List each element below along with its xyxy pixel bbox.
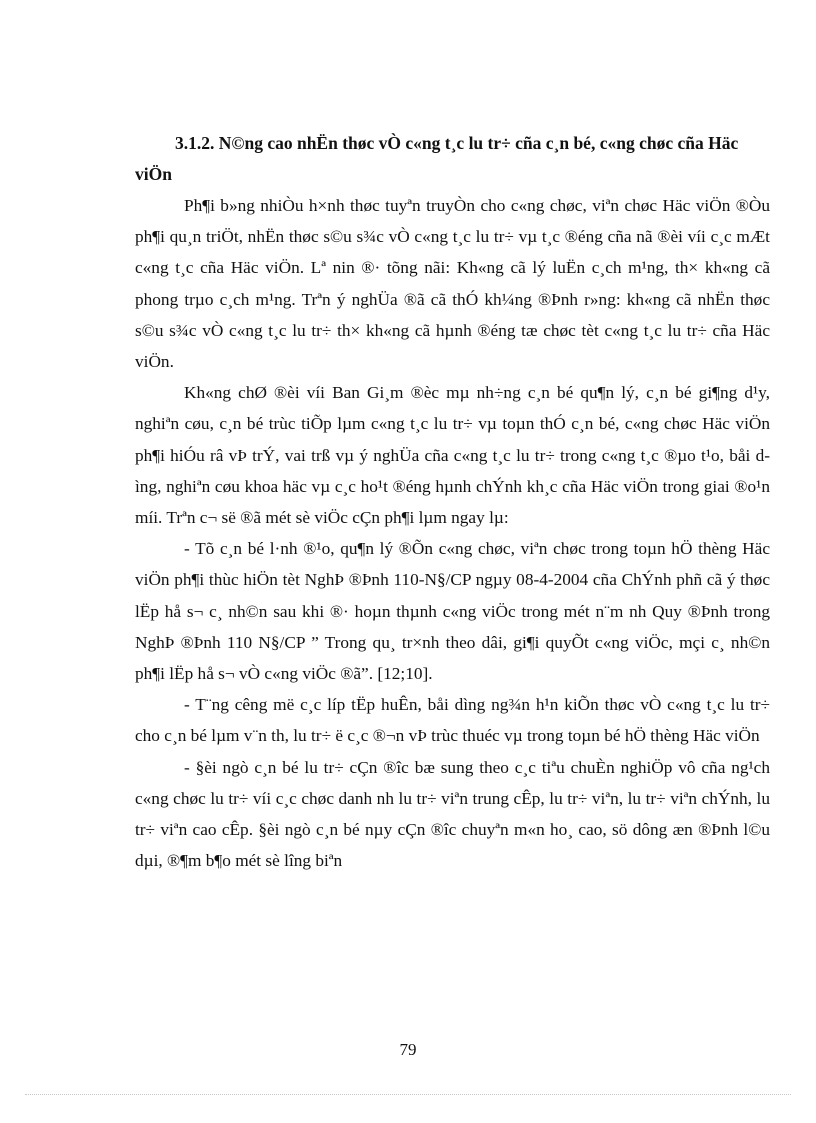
body-text xyxy=(135,190,770,876)
paragraph: Kh«ng chØ ®èi víi Ban Gi¸m ®èc mµ nh÷ng c¸n bé qu¶n lý, c¸n bé gi¶ng d¹y, nghiªn cøu, c¸n bé trùc tiÕp lµm c«ng t¸c lu tr÷ vµ toµn thÓ c¸n bé, c«ng chøc Häc viÖn ph¶i hiÓu râ vÞ trÝ, vai trß vµ ý nghÜa cña c«ng t¸c lu tr÷ trong c«ng t¸c ®µo t¹o, båi dìng, nghiªn cøu khoa häc vµ c¸c ho¹t ®éng hµnh chÝnh kh¸c cña Häc viÖn trong giai ®o¹n míi. Trªn c¬ së ®ã mét sè viÖc cÇn ph¶i lµm ngay lµ: xyxy=(135,383,770,528)
page-bottom-divider xyxy=(25,1094,791,1095)
paragraph: Ph¶i b»ng nhiÒu h×nh thøc tuyªn truyÒn cho c«ng chøc, viªn chøc Häc viÖn ®Òu ph¶i qu¸n triÖt, nhËn thøc s©u s¾c vÒ c«ng t¸c lu tr÷ vµ t¸c ®éng cña nã ®èi víi c¸c mÆt c«ng t¸c cña Häc viÖn. Lª nin ®· tõng nãi: Kh«ng cã lý luËn c¸ch m¹ng, th× kh«ng cã phong trµo c¸ch m¹ng. Trªn ý nghÜa ®ã cã thÓ kh¼ng ®Þnh r»ng: kh«ng cã nhËn thøc s©u s¾c vÒ c«ng t¸c lu tr÷ th× kh«ng cã hµnh ®éng tæ chøc tèt c«ng t¸c lu tr÷ cña Häc viÖn. xyxy=(135,196,770,372)
paragraph: - Tõ c¸n bé l·nh ®¹o, qu¶n lý ®Õn c«ng chøc, viªn chøc trong toµn hÖ thèng Häc viÖn ph¶i thùc hiÖn tèt NghÞ ®Þnh 110-N§/CP ngµy 08-4-2004 cña ChÝnh phñ cã ý thøc lËp hå s¬ c¸ nh©n sau khi ®· hoµn thµnh c«ng viÖc trong mét n¨m nh Quy ®Þnh trong NghÞ ®Þnh 110 N§/CP ” Trong qu¸ tr×nh theo dâi, gi¶i quyÕt c«ng viÖc, mçi c¸ nh©n ph¶i lËp hå s¬ vÒ c«ng viÖc ®ã”. [12;10]. xyxy=(135,539,770,684)
paragraph: - §èi ngò c¸n bé lu tr÷ cÇn ®îc bæ sung theo c¸c tiªu chuÈn nghiÖp vô cña ng¹ch c«ng chøc lu tr÷ víi c¸c chøc danh nh lu tr÷ viªn trung cÊp, lu tr÷ viªn, lu tr÷ viªn chÝnh, lu tr÷ viªn cao cÊp. §èi ngò c¸n bé nµy cÇn ®îc chuyªn m«n ho¸ cao, sö dông æn ®Þnh l©u dµi, ®¶m b¶o mét sè lîng biªn xyxy=(135,757,770,871)
page-number: 79 xyxy=(399,1040,417,1059)
section-heading: 3.1.2. N©ng cao nhËn thøc vÒ c«ng t¸c lu tr÷ cña c¸n bé, c«ng chøc cña Häc viÖn xyxy=(135,133,739,184)
paragraph: - T¨ng cêng më c¸c líp tËp huÊn, båi dìng ng¾n h¹n kiÕn thøc vÒ c«ng t¸c lu tr÷ cho c¸n bé lµm v¨n th, lu tr÷ ë c¸c ®¬n vÞ trùc thuéc vµ trong toµn bé hÖ thèng Häc viÖn xyxy=(135,695,770,746)
